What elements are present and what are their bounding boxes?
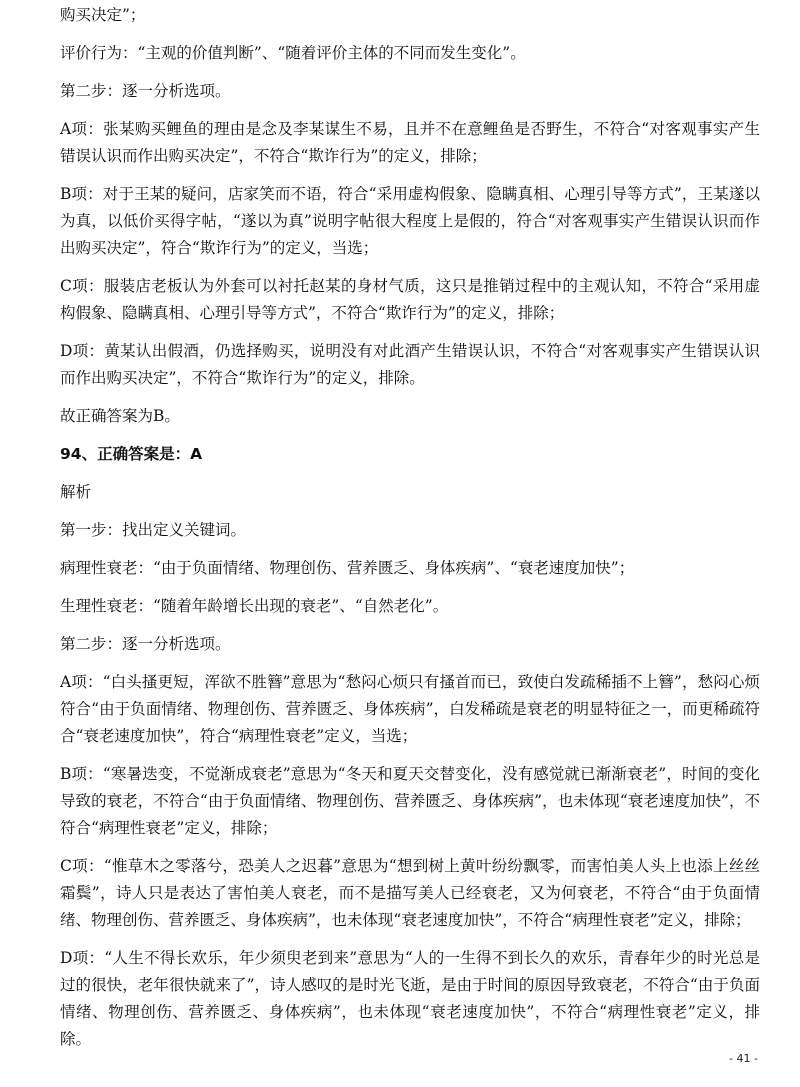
- paragraph-94-option-d: D项：“人生不得长欢乐，年少须臾老到来”意思为“人的一生得不到长久的欢乐，青春年少的时光总是过的很快，老年很快就来了”，诗人感叹的是时光飞逝，是由于时间的原因导致衰老，不符合“由于负面情绪、物理创伤、营养匮乏、身体疾病”，也未体现“衰老速度加快”，不符合“病理性衰老”定义，排除。: [60, 949, 760, 1048]
- paragraph-option-a: A项：张某购买鲤鱼的理由是念及李某谋生不易，且并不在意鲤鱼是否野生，不符合“对客观事实产生错误认识而作出购买决定”，不符合“欺诈行为”的定义，排除；: [60, 120, 760, 165]
- document-page: [60, 0, 760, 1064]
- paragraph-option-d: D项：黄某认出假酒，仍选择购买，说明没有对此酒产生错误认识，不符合“对客观事实产生错误认识而作出购买决定”，不符合“欺诈行为”的定义，排除。: [60, 342, 760, 387]
- paragraph-prev-conclusion: 购买决定”；: [60, 6, 146, 24]
- paragraph-pathological-aging: 病理性衰老：“由于负面情绪、物理创伤、营养匮乏、身体疾病”、“衰老速度加快”；: [60, 559, 635, 577]
- question-94-answer-heading: 94、正确答案是：A: [60, 445, 203, 463]
- analysis-label: 解析: [60, 483, 92, 501]
- paragraph-step-two: 第二步：逐一分析选项。: [60, 82, 231, 100]
- paragraph-94-option-b: B项：“寒暑迭变，不觉渐成衰老”意思为“冬天和夏天交替变化，没有感觉就已渐渐衰老”，时间的变化导致的衰老，不符合“由于负面情绪、物理创伤、营养匮乏、身体疾病”，也未体现“衰老速度加快”，不符合“病理性衰老”定义，排除；: [60, 765, 760, 837]
- paragraph-option-c: C项：服装店老板认为外套可以衬托赵某的身材气质，这只是推销过程中的主观认知，不符合“采用虚构假象、隐瞒真相、心理引导等方式”，不符合“欺诈行为”的定义，排除；: [60, 277, 760, 322]
- paragraph-step-one: 第一步：找出定义关键词。: [60, 521, 247, 539]
- paragraph-option-b: B项：对于王某的疑问，店家笑而不语，符合“采用虚构假象、隐瞒真相、心理引导等方式”，王某遂以为真，以低价买得字帖，“遂以为真”说明字帖很大程度上是假的，符合“对客观事实产生错误认识而作出购买决定”，符合“欺诈行为”的定义，当选；: [60, 185, 760, 257]
- paragraph-94-option-c: C项：“惟草木之零落兮，恐美人之迟暮”意思为“想到树上黄叶纷纷飘零，而害怕美人头上也添上丝丝霜鬓”，诗人只是表达了害怕美人衰老，而不是描写美人已经衰老，又为何衰老，不符合“由于负面情绪、物理创伤、营养匮乏、身体疾病”，也未体现“衰老速度加快”，不符合“病理性衰老”定义，排除；: [60, 857, 760, 929]
- page-number: - 41 -: [729, 1052, 758, 1065]
- paragraph-evaluation-behavior: 评价行为：“主观的价值判断”、“随着评价主体的不同而发生变化”。: [60, 44, 526, 62]
- paragraph-physiological-aging: 生理性衰老：“随着年龄增长出现的衰老”、“自然老化”。: [60, 597, 449, 615]
- paragraph-94-option-a: A项：“白头搔更短，浑欲不胜簪”意思为“愁闷心烦只有搔首而已，致使白发疏稀插不上簪”，愁闷心烦符合“由于负面情绪、物理创伤、营养匮乏、身体疾病”，白发稀疏是衰老的明显特征之一，而更稀疏符合“衰老速度加快”，符合“病理性衰老”定义，当选；: [60, 673, 760, 745]
- paragraph-answer-conclusion: 故正确答案为B。: [60, 407, 180, 425]
- paragraph-step-two-94: 第二步：逐一分析选项。: [60, 635, 231, 653]
